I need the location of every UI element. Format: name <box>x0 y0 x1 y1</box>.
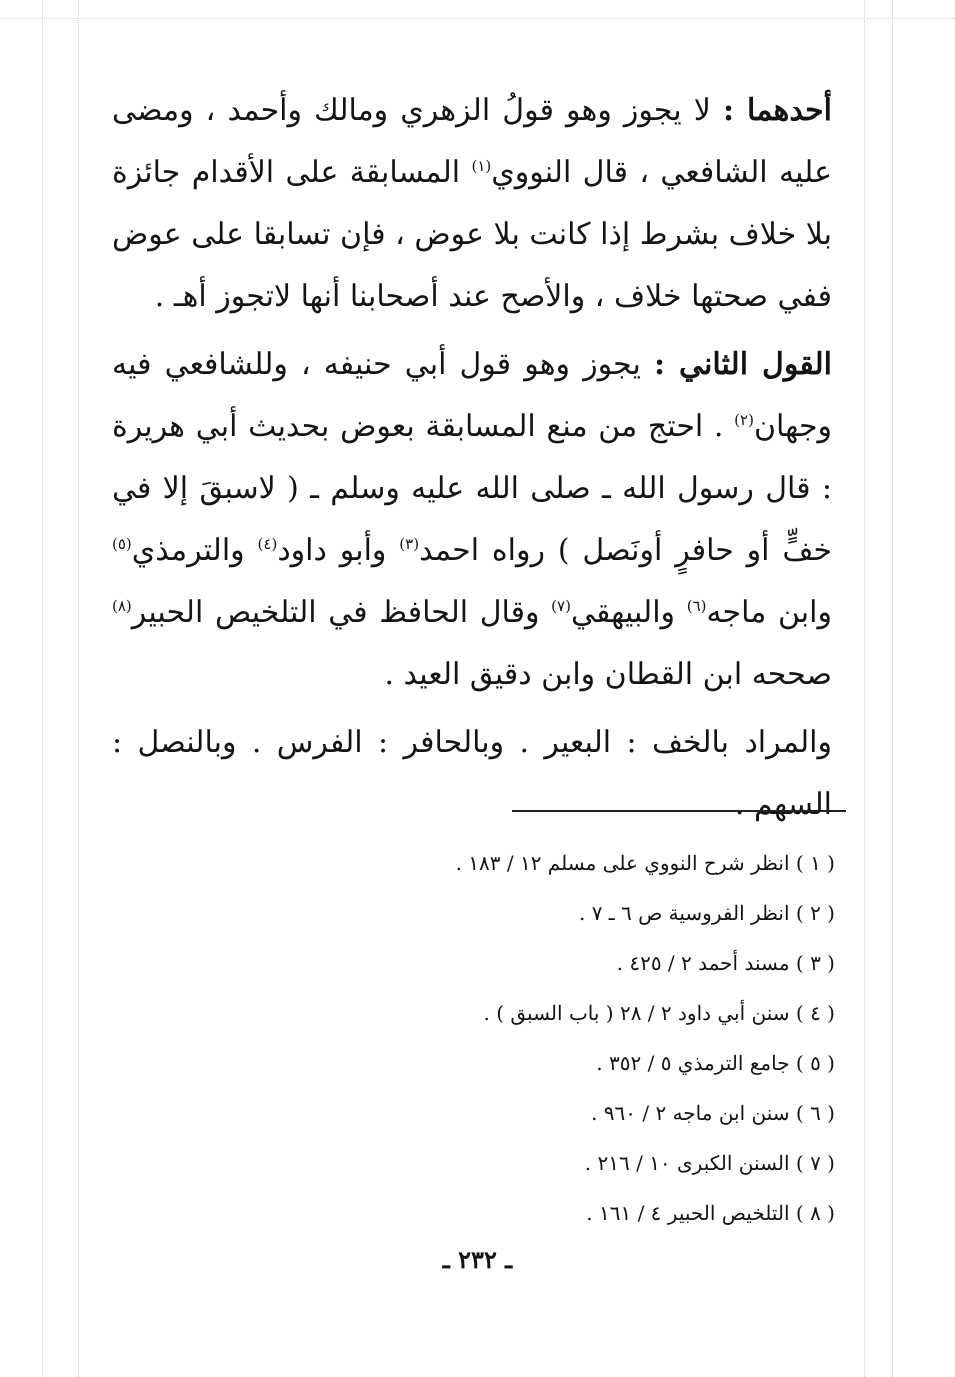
paragraph-lead: أحدهما : <box>722 93 832 128</box>
paragraph-text: والمراد بالخف : البعير . وبالحافر : الفرس . وبالنصل : السهم . <box>112 725 832 822</box>
scan-dotted-line <box>78 0 79 1377</box>
scan-dotted-line <box>0 18 955 19</box>
footnote-item: ( ٣ ) مسند أحمد ٢ / ٤٢٥ . <box>616 951 835 975</box>
paragraph-text: لا يجوز وهو قولُ الزهري ومالك وأحمد ، ومضى عليه الشافعي ، قال النووي <box>112 93 832 190</box>
footnote-ref: (٥) <box>112 535 132 553</box>
paragraph-lead: القول الثاني : <box>653 347 832 382</box>
footnote-item: ( ٨ ) التلخيص الحبير ٤ / ١٦١ . <box>586 1201 835 1225</box>
paragraph-meaning <box>112 712 832 836</box>
footnote-separator <box>512 810 846 812</box>
scan-dotted-line <box>892 0 893 1377</box>
footnote-item: ( ٦ ) سنن ابن ماجه ٢ / ٩٦٠ . <box>591 1101 835 1125</box>
paragraph-second-opinion <box>112 334 832 706</box>
paragraph-text: وابن ماجه <box>706 595 832 630</box>
footnote-ref: (٨) <box>112 597 132 615</box>
footnote-item: ( ٥ ) جامع الترمذي ٥ / ٣٥٢ . <box>596 1051 835 1075</box>
main-text <box>112 80 832 842</box>
scan-dotted-line <box>42 0 43 1377</box>
paragraph-text: . احتج من منع المسابقة بعوض بحديث أبي هريرة : قال رسول الله ـ صلى الله عليه وسلم ـ ( لاسبقَ إلا في خفٍّ أو حافرٍ أونَصل ) رواه احمد <box>112 409 832 568</box>
footnote-item: ( ٢ ) انظر الفروسية ص ٦ ـ ٧ . <box>578 901 835 925</box>
paragraph-text: صححه ابن القطان وابن دقيق العيد . <box>384 657 832 692</box>
page-number: ـ ٢٣٢ ـ <box>442 1245 513 1274</box>
footnote-ref: (٦) <box>686 597 707 615</box>
paragraph-first-opinion <box>112 80 832 328</box>
paragraph-text: يجوز وهو قول أبي حنيفه ، وللشافعي فيه وجهان <box>112 347 832 444</box>
footnote-ref: (١) <box>471 157 492 175</box>
footnotes <box>385 838 835 1238</box>
footnote-item: ( ٧ ) السنن الكبرى ١٠ / ٢١٦ . <box>584 1151 835 1175</box>
footnote-ref: (٧) <box>551 597 571 615</box>
footnote-ref: (٢) <box>734 411 754 429</box>
paragraph-text: والترمذي <box>131 533 258 568</box>
paragraph-text: المسابقة على الأقدام جائزة بلا خلاف بشرط إذا كانت بلا عوض ، فإن تسابقا على عوض ففي صحتها خلاف ، والأصح عند أصحابنا أنها لاتجوز أهـ . <box>112 155 832 314</box>
scan-dotted-line <box>864 0 865 1377</box>
footnote-item: ( ١ ) انظر شرح النووي على مسلم ١٢ / ١٨٣ . <box>455 851 835 875</box>
footnote-ref: (٤) <box>257 535 278 553</box>
footnote-item: ( ٤ ) سنن أبي داود ٢ / ٢٨ ( باب السبق ) . <box>483 1001 835 1025</box>
paragraph-text: وأبو داود <box>277 533 400 568</box>
paragraph-text: والبيهقي <box>570 595 687 630</box>
paragraph-text: وقال الحافظ في التلخيص الحبير <box>131 595 552 630</box>
footnote-ref: (٣) <box>399 535 420 553</box>
